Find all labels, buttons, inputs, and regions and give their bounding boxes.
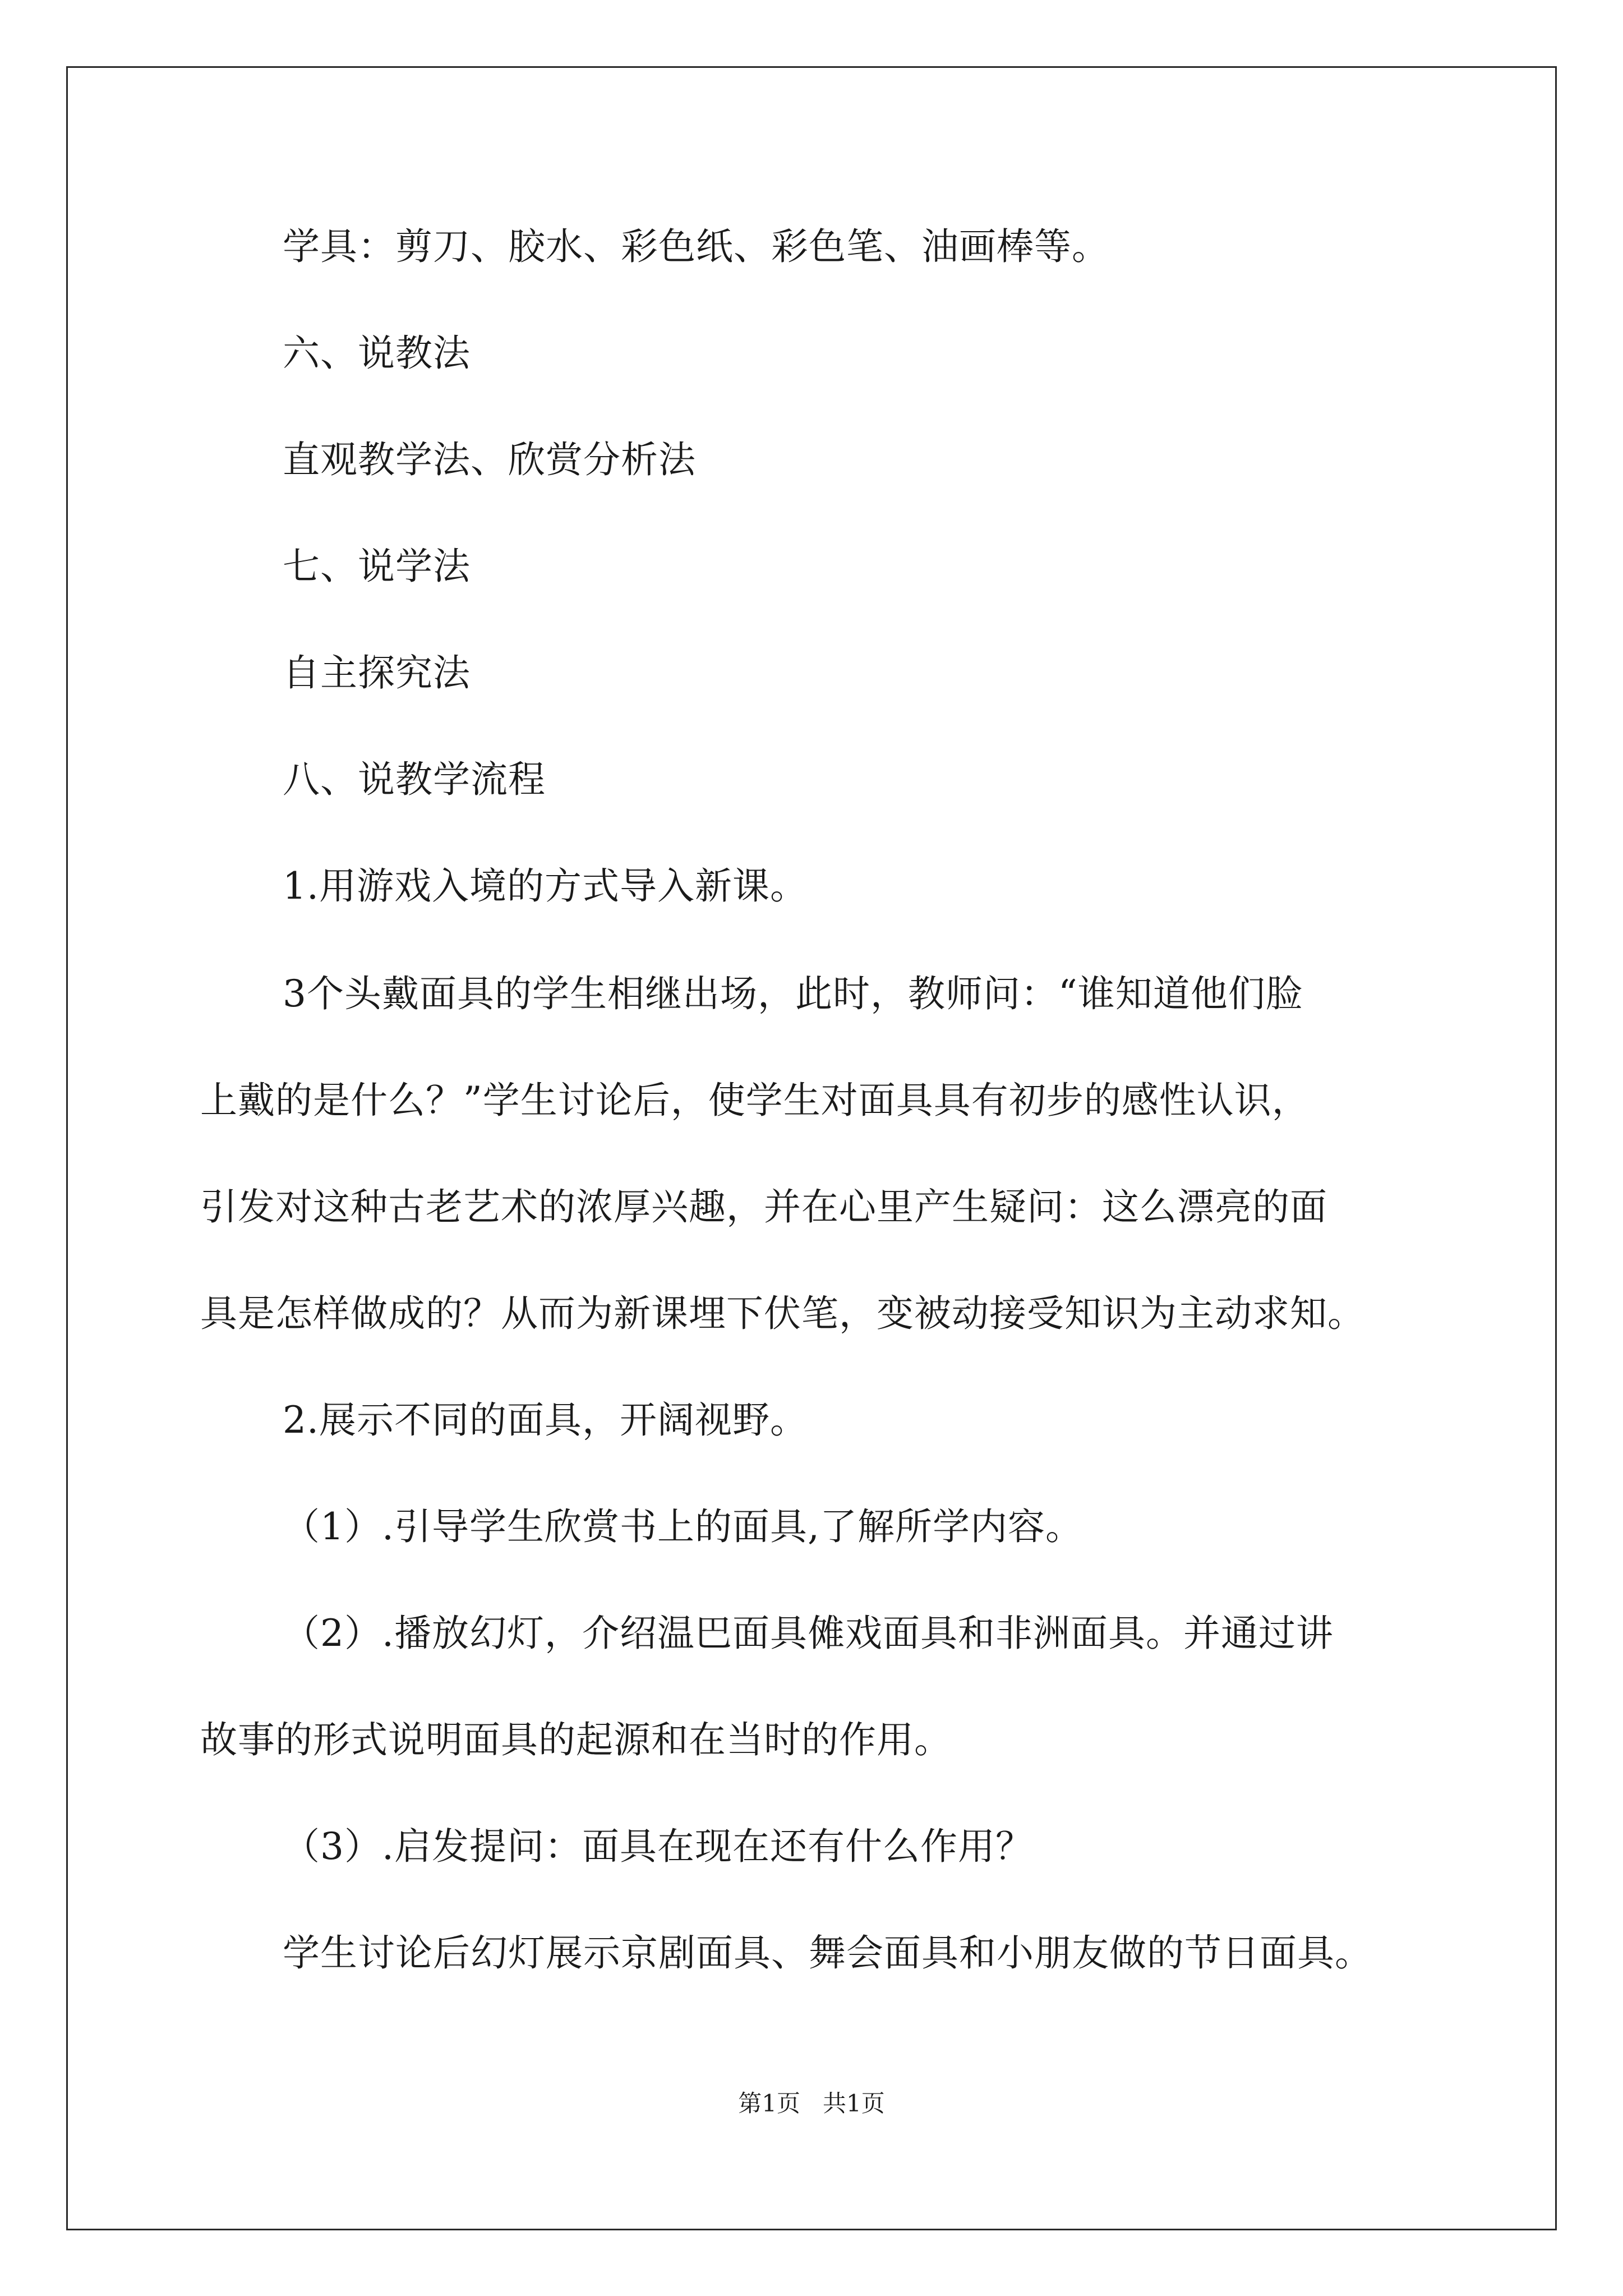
paragraph-line: 直观教学法、欣赏分析法 (283, 438, 696, 481)
section-heading: 七、说学法 (283, 545, 471, 588)
section-heading: 六、说教法 (283, 332, 471, 375)
paragraph-line: 自主探究法 (283, 651, 471, 694)
paragraph-line: （1）.引导学生欣赏书上的面具,了解所学内容。 (283, 1505, 1083, 1548)
page-number-footer: 第1页 共1页 (738, 2090, 885, 2117)
paragraph-line: 具是怎样做成的？从而为新课埋下伏笔，变被动接受知识为主动求知。 (200, 1292, 1365, 1335)
paragraph-line: （3）.启发提问：面具在现在还有什么作用？ (283, 1825, 1033, 1868)
paragraph-line: 3个头戴面具的学生相继出场，此时，教师问：“谁知道他们脸 (283, 972, 1303, 1015)
section-heading: 八、说教学流程 (283, 758, 546, 801)
page-border (66, 66, 1557, 2230)
paragraph-line: 2.展示不同的面具，开阔视野。 (283, 1398, 808, 1442)
paragraph-line: 学具：剪刀、胶水、彩色纸、彩色笔、油画棒等。 (283, 225, 1109, 268)
paragraph-line: 1.用游戏入境的方式导入新课。 (283, 864, 808, 908)
paragraph-line: 学生讨论后幻灯展示京剧面具、舞会面具和小朋友做的节日面具。 (283, 1931, 1372, 1975)
paragraph-line: 故事的形式说明面具的起源和在当时的作用。 (200, 1718, 952, 1761)
paragraph-line: （2）.播放幻灯，介绍温巴面具傩戏面具和非洲面具。并通过讲 (283, 1612, 1334, 1655)
paragraph-line: 上戴的是什么？”学生讨论后，使学生对面具具有初步的感性认识， (200, 1079, 1310, 1122)
paragraph-line: 引发对这种古老艺术的浓厚兴趣，并在心里产生疑问：这么漂亮的面 (200, 1185, 1327, 1228)
